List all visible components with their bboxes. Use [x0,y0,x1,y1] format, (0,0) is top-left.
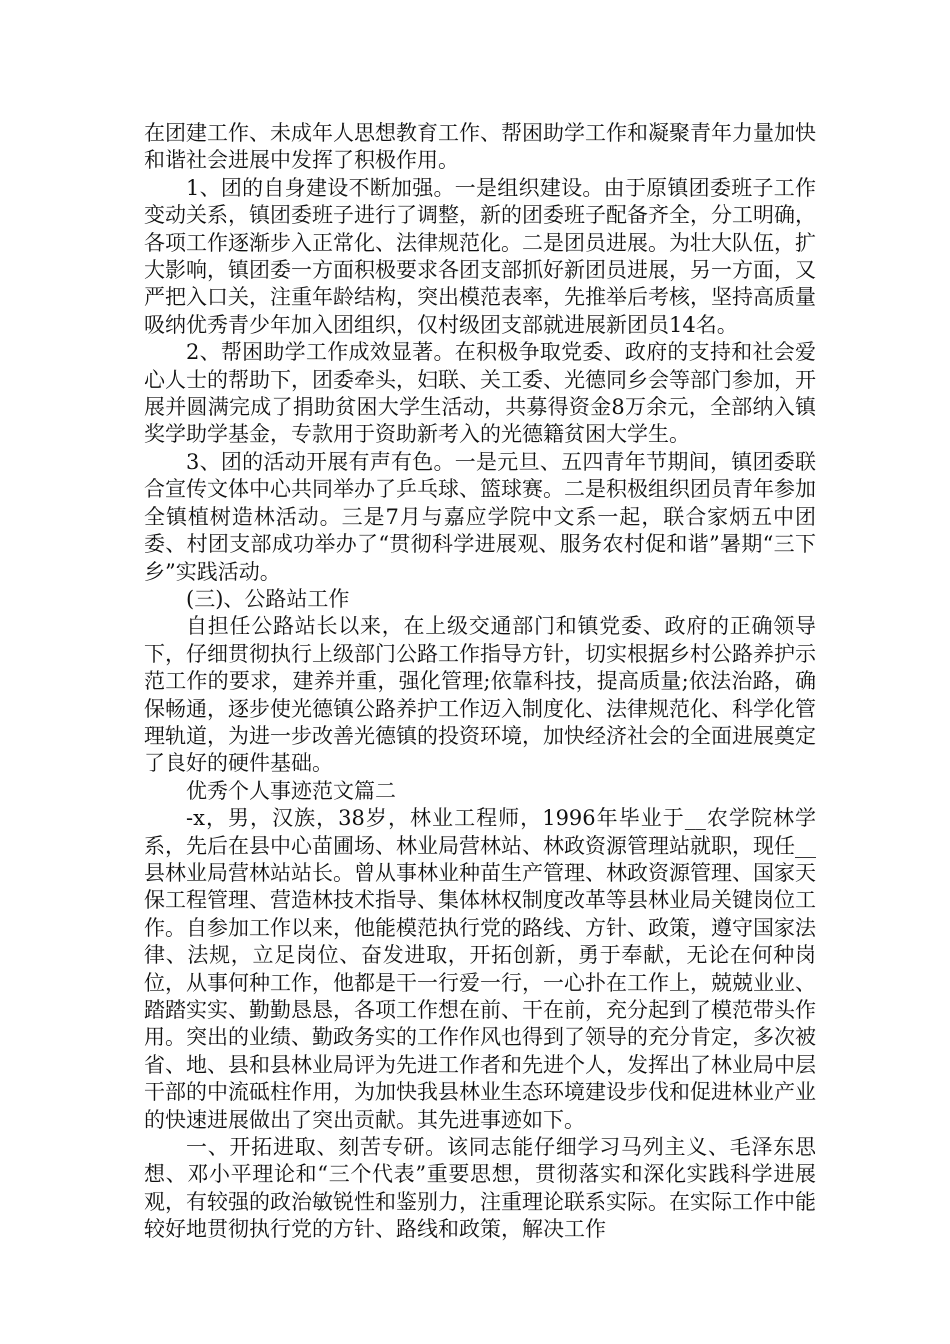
section-heading-highway-station: (三)、公路站工作 [186,586,350,611]
paragraph-team-building: 1、团的自身建设不断加强。一是组织建设。由于原镇团委班子工作变动关系，镇团委班子进行了调整，新的团委班子配备齐全，分工明确，各项工作逐渐步入正常化、法律规范化。二是团员进展。为壮大队伍，扩大影响，镇团委一方面积极要求各团支部抓好新团员进展，另一方面，又严把入口关，注重年龄结构，突出模范表率，先推举后考核，坚持高质量吸纳优秀青少年加入团组织，仅村级团支部就进展新团员14名。 [144,175,816,337]
paragraph-continuation: 在团建工作、未成年人思想教育工作、帮困助学工作和凝聚青年力量加快和谐社会进展中发挥了积极作用。 [144,121,816,173]
section-heading-example-two: 优秀个人事迹范文篇二 [186,778,396,803]
paragraph-student-aid: 2、帮困助学工作成效显著。在积极争取党委、政府的支持和社会爱心人士的帮助下，团委牵头，妇联、关工委、光德同乡会等部门参加，开展并圆满完成了捐助贫困大学生活动，共募得资金8万余元，全部纳入镇奖学助学基金，专款用于资助新考入的光德籍贫困大学生。 [144,340,816,447]
paragraph-highway-station: 自担任公路站长以来，在上级交通部门和镇党委、政府的正确领导下，仔细贯彻执行上级部门公路工作指导方针，切实根据乡村公路养护示范工作的要求，建养并重，强化管理;依靠科技，提高质量;依法治路，确保畅通，逐步使光德镇公路养护工作迈入制度化、法律规范化、科学化管理轨道，为进一步改善光德镇的投资环境，加快经济社会的全面进展奠定了良好的硬件基础。 [144,614,816,776]
paragraph-team-activities: 3、团的活动开展有声有色。一是元旦、五四青年节期间，镇团委联合宣传文体中心共同举办了乒乓球、篮球赛。二是积极组织团员青年参加全镇植树造林活动。三是7月与嘉应学院中文系一起，联合家炳五中团委、村团支部成功举办了“贯彻科学进展观、服务农村促和谐”暑期“三下乡”实践活动。 [144,449,816,584]
paragraph-pioneering: 一、开拓进取、刻苦专研。该同志能仔细学习马列主义、毛泽东思想、邓小平理论和“三个代表”重要思想，贯彻落实和深化实践科学进展观，有较强的政治敏锐性和鉴别力，注重理论联系实际。在实际工作中能较好地贯彻执行党的方针、路线和政策，解决工作 [144,1135,816,1242]
document-page [144,120,816,1244]
paragraph-profile: -x，男，汉族，38岁，林业工程师，1996年毕业于__农学院林学系，先后在县中心苗圃场、林业局营林站、林政资源管理站就职，现任__县林业局营林站站长。曾从事林业种苗生产管理、林政资源管理、国家天保工程管理、营造林技术指导、集体林权制度改革等县林业局关键岗位工作。自参加工作以来，他能模范执行党的路线、方针、政策，遵守国家法律、法规，立足岗位、奋发进取，开拓创新，勇于奉献，无论在何种岗位，从事何种工作，他都是干一行爱一行，一心扑在工作上，兢兢业业、踏踏实实、勤勤恳恳，各项工作想在前、干在前，充分起到了模范带头作用。突出的业绩、勤政务实的工作作风也得到了领导的充分肯定，多次被省、地、县和县林业局评为先进工作者和先进个人，发挥出了林业局中层干部的中流砥柱作用，为加快我县林业生态环境建设步伐和促进林业产业的快速进展做出了突出贡献。其先进事迹如下。 [144,806,816,1132]
